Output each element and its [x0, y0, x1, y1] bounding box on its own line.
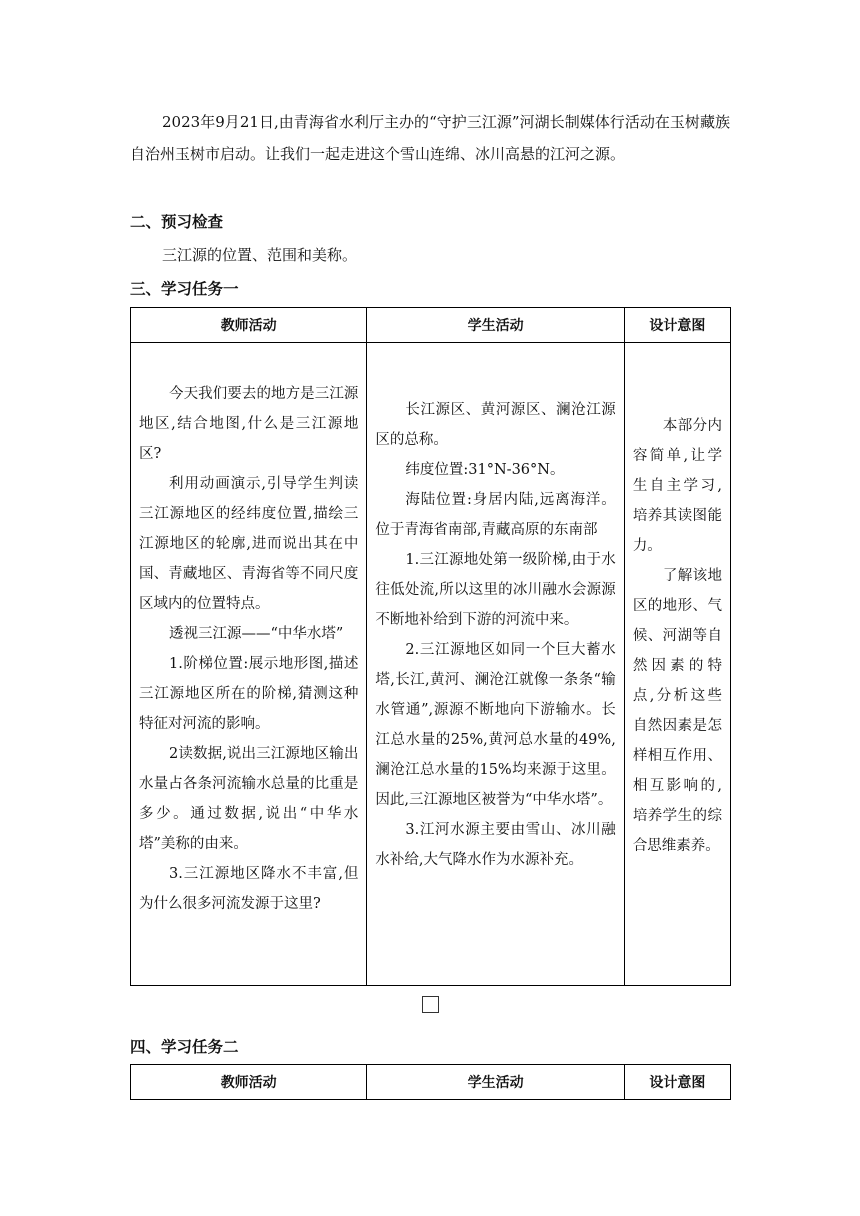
- section-heading-task1: 三、学习任务一: [130, 280, 239, 298]
- preview-text: 三江源的位置、范围和美称。: [162, 246, 358, 264]
- teacher-para: 利用动画演示,引导学生判读三江源地区的经纬度位置,描绘三江源地区的轮廓,进而说出其在中国、青藏地区、青海省等不同尺度区域内的位置特点。: [139, 476, 359, 612]
- task2-header-row: [131, 1065, 731, 1100]
- student-para: 长江源区、黄河源区、澜沧江源区的总称。: [375, 402, 616, 448]
- teacher-para: 2读数据,说出三江源地区输出水量占各条河流输水总量的比重是多少。通过数据,说出“中华水塔”美称的由来。: [139, 746, 359, 852]
- teacher-para: 今天我们要去的地方是三江源地区,结合地图,什么是三江源地区?: [139, 386, 359, 462]
- header-design-intent: 设计意图: [624, 308, 730, 343]
- task1-table: [130, 307, 731, 986]
- student-para: 纬度位置:31°N-36°N。: [405, 462, 565, 478]
- placeholder-box: [422, 996, 439, 1013]
- task2-table: [130, 1064, 731, 1100]
- design-intent-cell: [624, 343, 730, 986]
- student-activity-cell: [367, 343, 624, 986]
- header-teacher-activity: 教师活动: [131, 308, 367, 343]
- teacher-para: 1.阶梯位置:展示地形图,描述三江源地区所在的阶梯,猜测这种特征对河流的影响。: [139, 656, 359, 732]
- teacher-para: 透视三江源——“中华水塔”: [169, 626, 344, 642]
- section-heading-preview: 二、预习检查: [130, 213, 224, 231]
- teacher-activity-cell: [131, 343, 367, 986]
- section-heading-task2: 四、学习任务二: [130, 1038, 239, 1056]
- header-teacher-activity: 教师活动: [131, 1065, 367, 1100]
- header-design-intent: 设计意图: [624, 1065, 730, 1100]
- student-para: 3.江河水源主要由雪山、冰川融水补给,大气降水作为水源补充。: [375, 822, 616, 868]
- intent-para: 了解该地区的地形、气候、河湖等自然因素的特点,分析这些自然因素是怎样相互作用、相互影响的,培养学生的综合思维素养。: [632, 568, 722, 854]
- student-para: 2.三江源地区如同一个巨大蓄水塔,长江,黄河、澜沧江就像一条条“输水管通”,源源不断地向下游输水。长江总水量的25%,黄河总水量的49%,澜沧江总水量的15%均来源于这里。因此,三江源地区被誉为“中华水塔”。: [375, 642, 616, 808]
- intro-paragraph: 2023年9月21日,由青海省水利厅主办的“守护三江源”河湖长制媒体行活动在玉树藏族自治州玉树市启动。让我们一起走进这个雪山连绵、冰川高悬的江河之源。: [130, 113, 730, 163]
- header-student-activity: 学生活动: [367, 308, 624, 343]
- student-para: 1.三江源地处第一级阶梯,由于水往低处流,所以这里的冰川融水会源源不断地补给到下游的河流中来。: [375, 552, 616, 628]
- header-student-activity: 学生活动: [367, 1065, 624, 1100]
- intent-para: 本部分内容简单,让学生自主学习,培养其读图能力。: [632, 418, 722, 554]
- task1-content-row: [131, 343, 731, 986]
- student-para: 海陆位置:身居内陆,远离海洋。位于青海省南部,青藏高原的东南部: [375, 492, 616, 538]
- teacher-para: 3.三江源地区降水不丰富,但为什么很多河流发源于这里?: [139, 866, 359, 912]
- task1-header-row: [131, 308, 731, 343]
